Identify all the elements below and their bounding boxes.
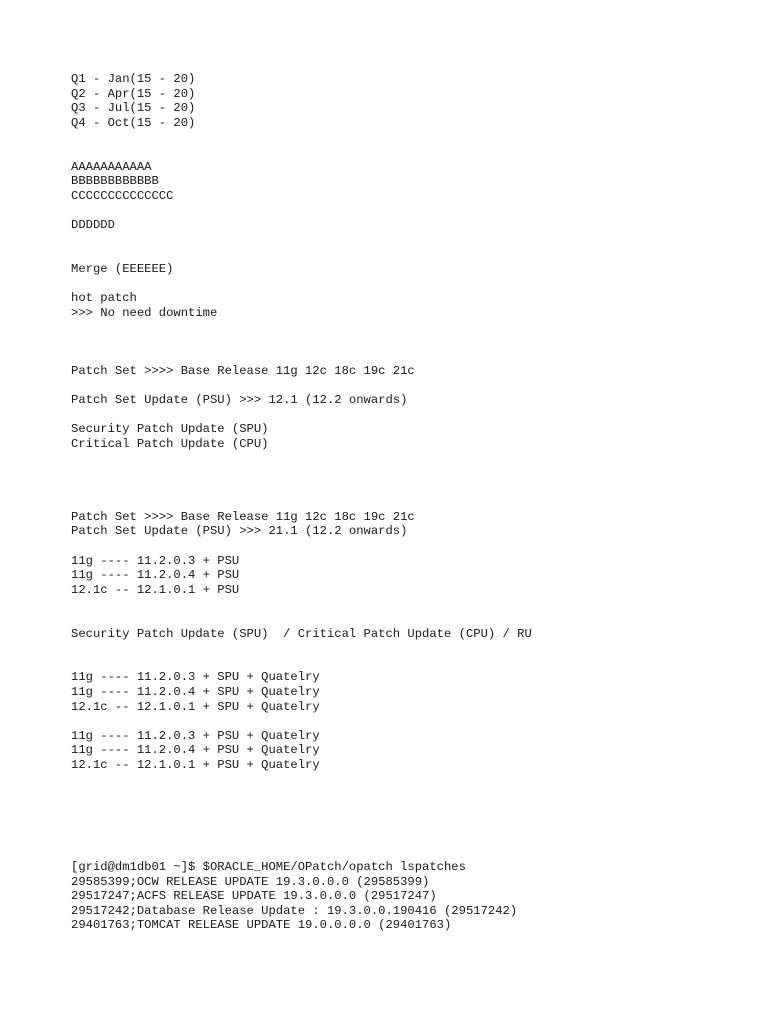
text-line [71, 787, 532, 802]
text-line: Patch Set Update (PSU) >>> 21.1 (12.2 onwards) [71, 524, 408, 539]
text-line [71, 145, 532, 160]
text-line [71, 247, 532, 262]
text-line: [grid@dm1db01 ~]$ $ORACLE_HOME/OPatch/opatch lspatches [71, 860, 466, 875]
text-line [71, 481, 532, 496]
text-line: BBBBBBBBBBBB [71, 174, 159, 189]
text-line [71, 276, 532, 291]
text-line: >>> No need downtime [71, 305, 218, 320]
text-line: AAAAAAAAAAA [71, 159, 152, 174]
text-line [71, 378, 532, 393]
text-line [71, 451, 532, 466]
text-line [71, 335, 532, 350]
text-line: Patch Set Update (PSU) >>> 12.1 (12.2 onwards) [71, 393, 408, 408]
text-line: 11g ---- 11.2.0.3 + PSU + Quatelry [71, 728, 320, 743]
text-line: 11g ---- 11.2.0.3 + PSU [71, 553, 240, 568]
text-line [71, 656, 532, 671]
text-line [71, 714, 532, 729]
text-line: Q4 - Oct(15 - 20) [71, 115, 196, 130]
text-line: Security Patch Update (SPU) / Critical Patch Update (CPU) / RU [71, 626, 532, 641]
text-line: Security Patch Update (SPU) [71, 422, 269, 437]
text-line: Patch Set >>>> Base Release 11g 12c 18c 19c 21c [71, 509, 415, 524]
text-line [71, 802, 532, 817]
text-line: 12.1c -- 12.1.0.1 + SPU + Quatelry [71, 699, 320, 714]
text-line: Patch Set >>>> Base Release 11g 12c 18c 19c 21c [71, 363, 415, 378]
text-line [71, 641, 532, 656]
text-line [71, 845, 532, 860]
text-line [71, 816, 532, 831]
text-line: hot patch [71, 290, 137, 305]
text-line: Q1 - Jan(15 - 20) [71, 72, 196, 86]
text-line: 29517247;ACFS RELEASE UPDATE 19.3.0.0.0 (29517247) [71, 889, 437, 904]
text-line: 12.1c -- 12.1.0.1 + PSU [71, 582, 240, 597]
text-line: Merge (EEEEEE) [71, 261, 174, 276]
text-line [71, 495, 532, 510]
text-line [71, 320, 532, 335]
text-line: 11g ---- 11.2.0.4 + SPU + Quatelry [71, 684, 320, 699]
text-line: Q3 - Jul(15 - 20) [71, 101, 196, 116]
text-line: 12.1c -- 12.1.0.1 + PSU + Quatelry [71, 757, 320, 772]
text-line: 29517242;Database Release Update : 19.3.0.0.190416 (29517242) [71, 903, 518, 918]
text-line [71, 539, 532, 554]
text-line [71, 773, 532, 788]
text-line: 29401763;TOMCAT RELEASE UPDATE 19.0.0.0.0 (29401763) [71, 918, 452, 933]
text-line: 11g ---- 11.2.0.4 + PSU + Quatelry [71, 743, 320, 758]
text-line [71, 597, 532, 612]
text-line [71, 203, 532, 218]
text-line [71, 831, 532, 846]
text-line: DDDDDD [71, 217, 115, 232]
text-line [71, 408, 532, 423]
text-line: 29585399;OCW RELEASE UPDATE 19.3.0.0.0 (29585399) [71, 874, 430, 889]
text-line: Critical Patch Update (CPU) [71, 436, 269, 451]
document-body [71, 72, 532, 933]
text-line [71, 349, 532, 364]
text-line: CCCCCCCCCCCCCC [71, 188, 174, 203]
text-line: 11g ---- 11.2.0.3 + SPU + Quatelry [71, 670, 320, 685]
text-line [71, 130, 532, 145]
text-line: Q2 - Apr(15 - 20) [71, 86, 196, 101]
text-line: 11g ---- 11.2.0.4 + PSU [71, 568, 240, 583]
text-line [71, 612, 532, 627]
text-line [71, 233, 532, 248]
text-line [71, 466, 532, 481]
